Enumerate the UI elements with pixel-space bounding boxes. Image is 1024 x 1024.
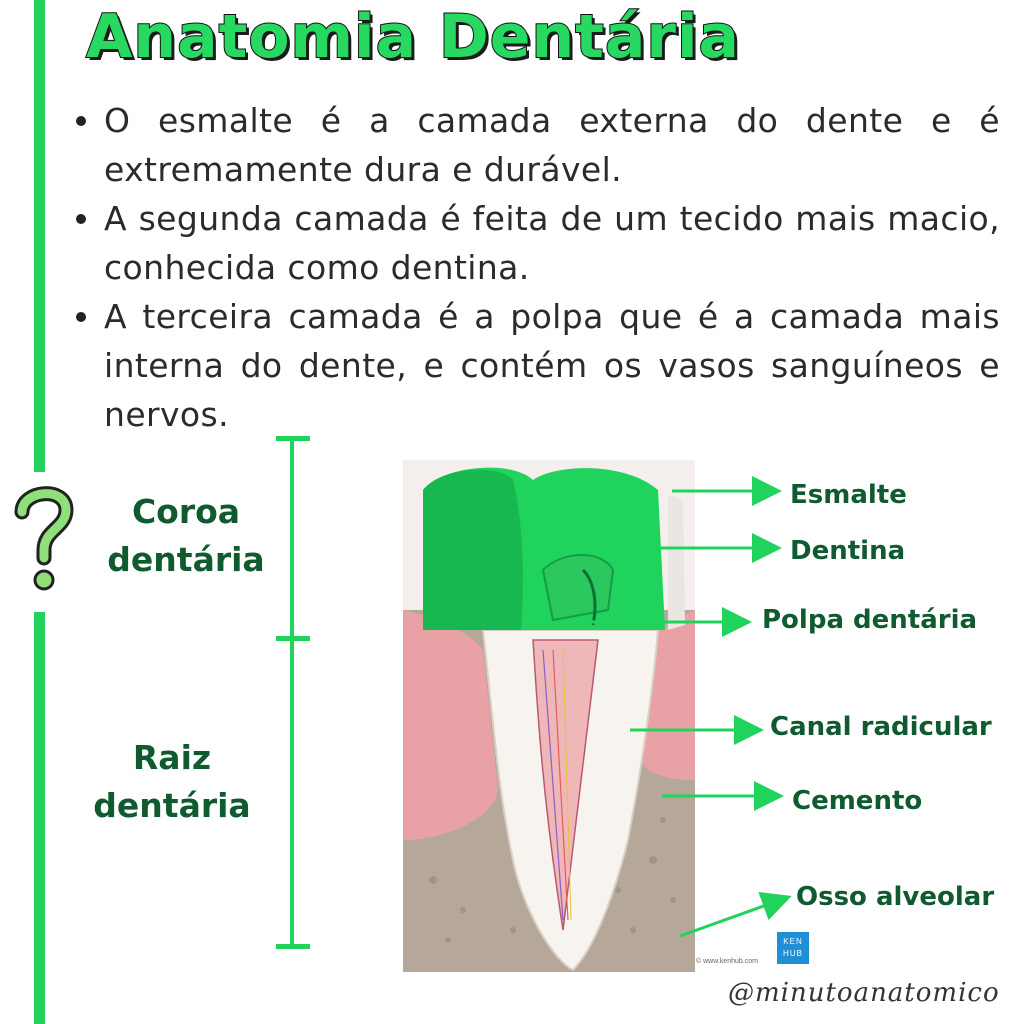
bracket-tick-top xyxy=(276,436,310,441)
crown-label-line1: Coroa xyxy=(131,492,241,531)
label-canal: Canal radicular xyxy=(770,712,992,742)
root-label-line1: Raiz xyxy=(132,738,212,777)
root-label xyxy=(62,734,282,830)
author-handle: @minutoanatomico xyxy=(728,978,1000,1008)
crown-label xyxy=(96,488,276,584)
label-polpa: Polpa dentária xyxy=(762,605,978,635)
question-mark-icon xyxy=(8,480,78,600)
label-esmalte: Esmalte xyxy=(790,480,907,510)
bracket-tick-middle xyxy=(276,636,310,641)
bullet-item-polpa: A terceira camada é a polpa que é a camada mais interna do dente, e contém os vasos sanguíneos e nervos. xyxy=(72,292,1000,439)
label-osso: Osso alveolar xyxy=(796,882,995,912)
kenhub-logo-line1: KEN xyxy=(783,937,803,946)
root-label-line2: dentária xyxy=(93,786,251,825)
bullet-list xyxy=(72,96,1000,439)
crown-root-bracket xyxy=(290,440,294,948)
kenhub-logo xyxy=(777,932,809,964)
label-cemento: Cemento xyxy=(792,786,923,816)
kenhub-logo-line2: HUB xyxy=(783,949,803,958)
bracket-tick-bottom xyxy=(276,944,310,949)
image-credit: © www.kenhub.com xyxy=(696,958,758,965)
side-accent-bar-bottom xyxy=(34,612,45,1024)
bullet-item-dentina: A segunda camada é feita de um tecido mais macio, conhecida como dentina. xyxy=(72,194,1000,292)
page-title: Anatomia Dentária xyxy=(86,2,741,72)
bullet-item-esmalte: O esmalte é a camada externa do dente e é extremamente dura e durável. xyxy=(72,96,1000,194)
label-dentina: Dentina xyxy=(790,536,906,566)
side-accent-bar-top xyxy=(34,0,45,472)
tooth-illustration xyxy=(403,460,695,972)
arrow-osso xyxy=(680,898,786,936)
crown-label-line2: dentária xyxy=(107,540,265,579)
